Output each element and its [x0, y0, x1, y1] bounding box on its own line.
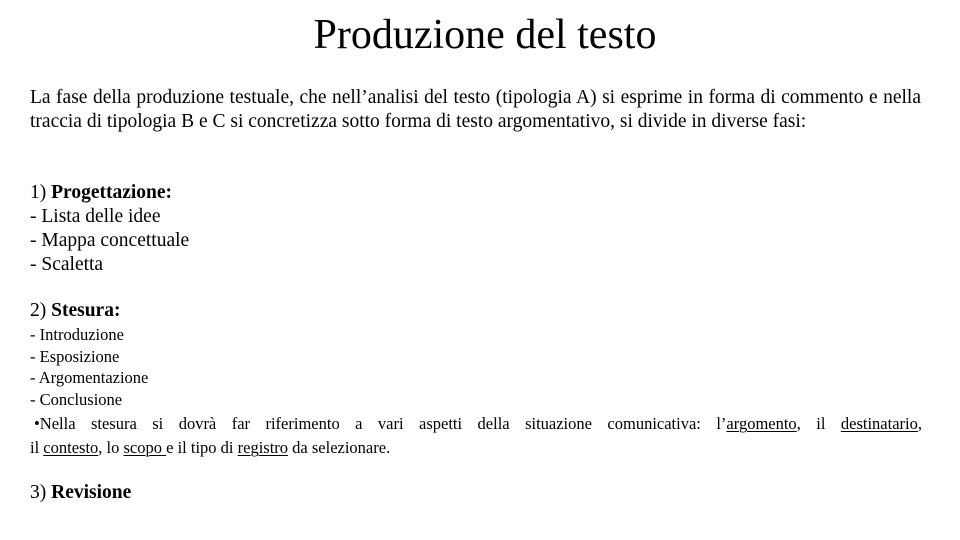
section-number: 2) — [30, 300, 47, 321]
intro-paragraph: La fase della produzione testuale, che nell’analisi del testo (tipologia A) si esprime in forma di commento e nella traccia di tipologia B e C si concretizza sotto forma di testo argomentativo, si divide in diverse fasi: — [30, 87, 921, 132]
section-heading — [30, 181, 189, 205]
term-scopo: scopo — [123, 438, 167, 457]
section-heading — [30, 481, 131, 505]
section-title: Progettazione: — [51, 182, 173, 203]
term-argomento: argomento — [726, 414, 797, 433]
note-line: il contesto, lo scopo e il tipo di registro da selezionare. — [30, 438, 391, 457]
list-item: - Mappa concettuale — [30, 230, 190, 251]
term-contesto: contesto — [43, 438, 99, 457]
bullet-icon: • — [34, 414, 40, 433]
note-line: •Nella stesura si dovrà far riferimento a vari aspetti della situazione comunicativa: l’argomento, il destinatario, — [34, 414, 922, 433]
section-revisione — [30, 481, 131, 505]
page-title: Produzione del testo — [313, 12, 657, 58]
note-paragraph — [30, 412, 922, 460]
list-item: - Conclusione — [30, 389, 123, 409]
list-item: - Argomentazione — [30, 368, 149, 387]
list-item: - Esposizione — [30, 346, 120, 366]
section-progettazione — [30, 181, 189, 277]
list-item: - Introduzione — [30, 325, 124, 344]
section-title: Stesura: — [51, 300, 121, 321]
section-stesura — [30, 299, 148, 410]
list-item: - Lista delle idee — [30, 206, 161, 227]
section-heading — [30, 299, 148, 323]
list-item: - Scaletta — [30, 254, 104, 275]
term-destinatario: destinatario — [840, 414, 918, 433]
section-title: Revisione — [51, 482, 132, 503]
term-registro: registro — [237, 438, 289, 457]
section-number: 1) — [30, 182, 47, 203]
section-number: 3) — [30, 482, 47, 503]
